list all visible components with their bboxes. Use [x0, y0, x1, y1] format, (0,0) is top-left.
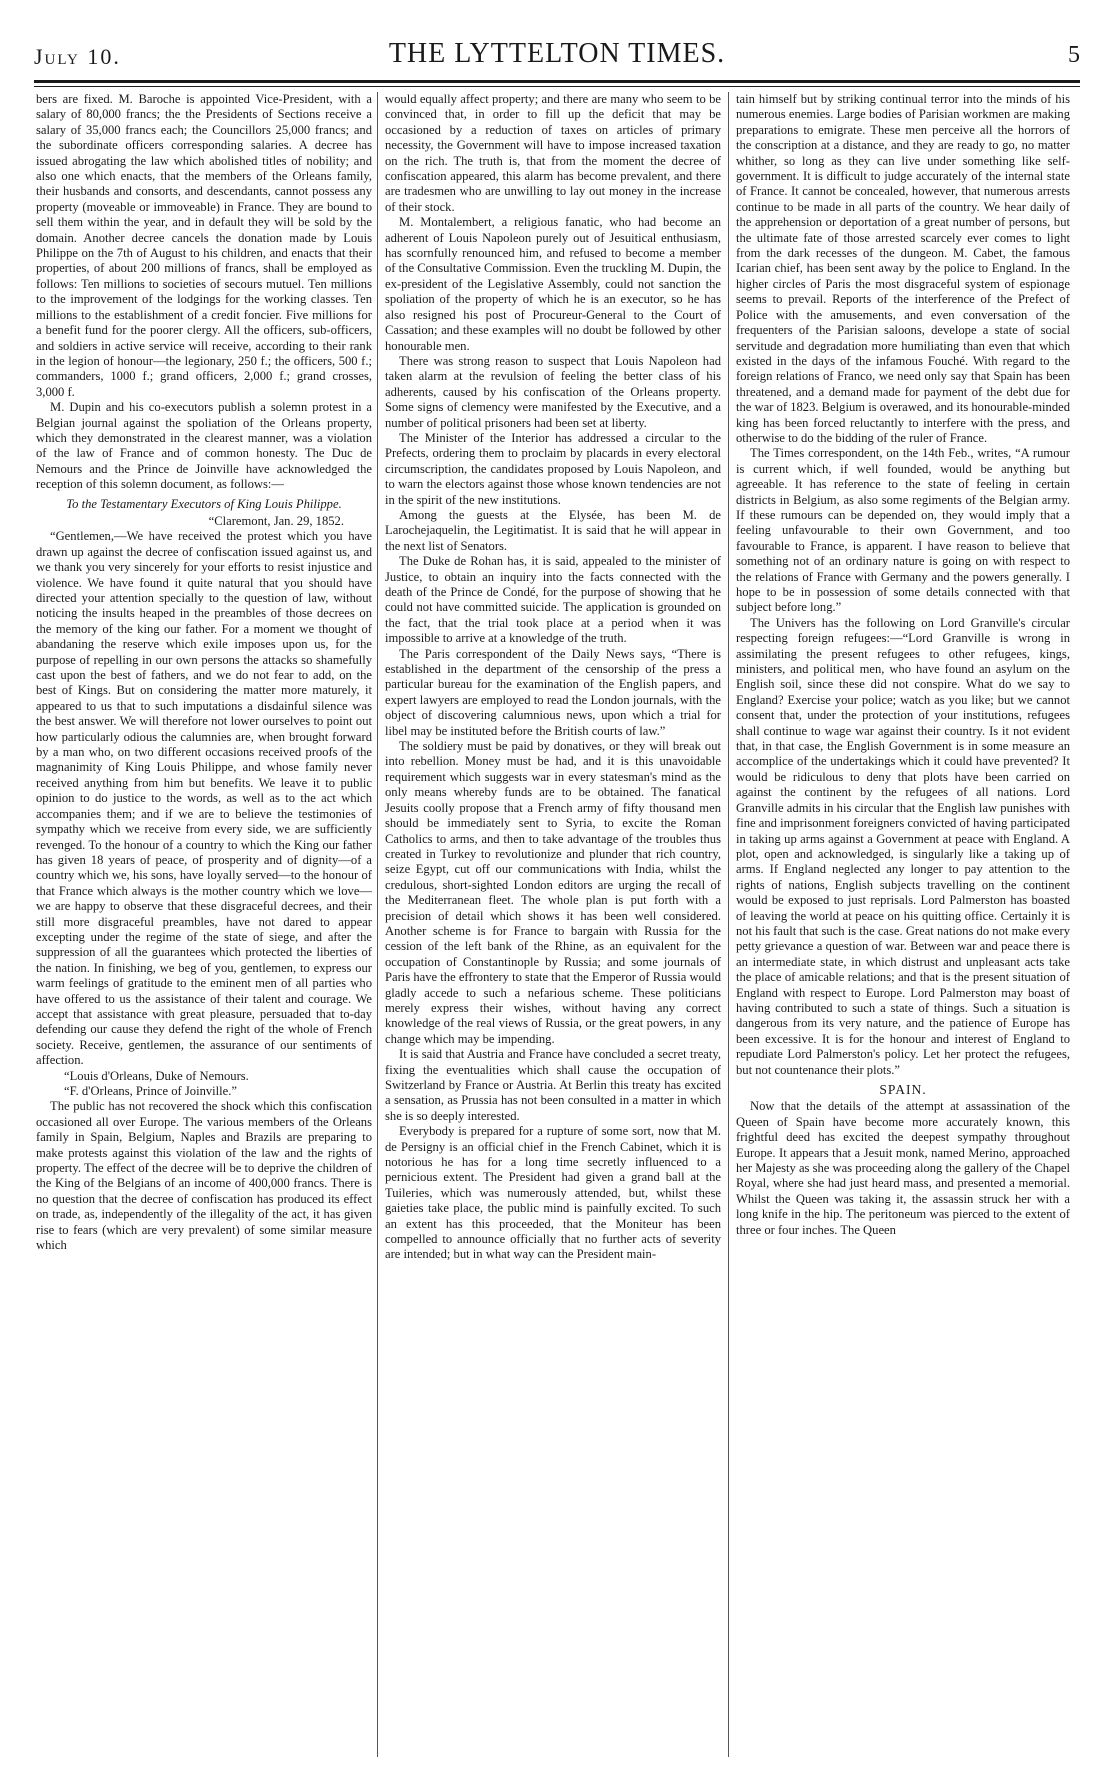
- article-paragraph: The Times correspondent, on the 14th Feb., writes, “A rumour is current which, if well founded, would be anything but agreeable. It has reference to the state of feeling in certain districts in Belgium, as also some regiments of the Belgian army. If these rumours can be depended on, they would imply that a feeling unfavourable to their own Government, and too favourable to France, is apparent. I have reason to believe that something not of an ordinary nature is going on with respect to the relations of France with Germany and the powers generally. I hope to be in possession of some details connected with that subject before long.”: [736, 446, 1070, 615]
- article-paragraph: Now that the details of the attempt at assassination of the Queen of Spain have become more accurately known, this frightful deed has excited the deepest sympathy throughout Europe. It appears that a Jesuit monk, named Merino, approached her Majesty as she was proceeding along the gallery of the Chapel Royal, where she had just heard mass, and presented a memorial. Whilst the Queen was taking it, the assassin struck her with a long knife in the hip. The peritoneum was pierced to the extent of three or four inches. The Queen: [736, 1099, 1070, 1237]
- section-heading-spain: SPAIN.: [879, 1082, 927, 1097]
- masthead-rule-thin: [34, 86, 1080, 87]
- letter-dateline: “Claremont, Jan. 29, 1852.: [208, 513, 344, 528]
- newspaper-title: THE LYTTELTON TIMES.: [388, 38, 726, 69]
- article-paragraph: The soldiery must be paid by donatives, or they will break out into rebellion. Money must be had, and it is this unavoidable requirement which suggests war in every statesman's mind as the only means whereby funds are to be obtained. The fanatical Jesuits coolly propose that a French army of fifty thousand men should be immediately sent to Syria, to excite the Roman Catholics to arms, and then to take advantage of the troubles thus created in Turkey to revolutionize and plunder that rich country, seize Egypt, cut off our communications with India, whilst the credulous, short-sighted London editors are urging the recall of the Mediterranean fleet. The whole plan is put forth with a precision of detail which shows it has been well considered. Another scheme is for France to bargain with Russia for the cession of the left bank of the Rhine, as an equivalent for the occupation of Constantinople by Russia; and some journals of Paris have the effrontery to state that the Emperor of Russia would gladly accede to such a nefarious scheme. These politicians merely express their wishes, without having any correct knowledge of the real views of Russia, or the great powers, in any change which may be impending.: [385, 739, 721, 1046]
- article-paragraph: There was strong reason to suspect that Louis Napoleon had taken alarm at the revulsion of feeling the better class of his adherents, caused by his confiscation of the Orleans property. Some signs of clemency were manifested by the Executive, and a number of political prisoners had been set at liberty.: [385, 353, 721, 430]
- article-paragraph: would equally affect property; and there are many who seem to be convinced that, in order to fill up the deficit that may be occasioned by a reduction of taxes on articles of primary necessity, the Government will have to impose increased taxation on the rich. The truth is, that from the moment the decree of confiscation appeared, this alarm has become prevalent, and there are tradesmen who are unwilling to lay out money in the increase of their stock.: [385, 92, 721, 214]
- article-paragraph: tain himself but by striking continual terror into the minds of his numerous enemies. Large bodies of Parisian workmen are making preparations to emigrate. These men perceive all the horrors of the conscription at a distance, and they are ready to go, no matter whither, so long as they can live under something like self-government. It is difficult to judge accurately of the internal state of France. It cannot be concealed, however, that numerous arrests continue to be made in all parts of the country. We hear daily of the apprehension or deportation of a great number of persons, but the ultimate fate of those arrested scarcely ever comes to light from the dark recesses of the dungeon. M. Cabet, the famous Icarian chief, has been sent away by the police to England. In the higher circles of Paris the most disgraceful system of espionage seems to prevail. Reports of the interference of the Prefect of Police with the amusements, and even conversation of the frequenters of the Parisian saloons, develope a state of social servitude and degradation more humiliating than even that which existed in the days of the infamous Fouché. With regard to the foreign relations of Franco, we need only say that Spain has been threatened, and a demand made for payment of the debt due for the war of 1823. Belgium is overawed, and its honourable-minded king has been forced reluctantly to interfere with the press, and otherwise to do the bidding of the ruler of France.: [736, 92, 1070, 445]
- article-paragraph: M. Montalembert, a religious fanatic, who had become an adherent of Louis Napoleon purely out of Jesuitical enthusiasm, has scornfully renounced him, and refused to become a member of the Consultative Commission. Even the truckling M. Dupin, the ex-president of the Legislative Assembly, could not sanction the spoliation of the property of which he is an executor, so he has also resigned his post of Procureur-General to the Court of Cassation; and these examples will no doubt be followed by other honourable men.: [385, 215, 721, 353]
- letter-signature: “Louis d'Orleans, Duke of Nemours.: [64, 1068, 249, 1083]
- article-paragraph: It is said that Austria and France have concluded a secret treaty, fixing the eventualities which shall cause the occupation of Switzerland by France or Austria. At Berlin this treaty has excited a sensation, as Prussia has not been consulted in a matter in which she is so deeply interested.: [385, 1047, 721, 1123]
- column-2: [385, 92, 721, 1757]
- article-paragraph: The Minister of the Interior has addressed a circular to the Prefects, ordering them to proclaim by placards in every electoral circumscription, the candidates proposed by Louis Napoleon, and to warn the electors against those whose known tendencies are not in the spirit of the new institutions.: [385, 430, 721, 507]
- article-paragraph: Everybody is prepared for a rupture of some sort, now that M. de Persigny is an official chief in the French Cabinet, which it is notorious he has for a long time secretly influenced to a pernicious extent. The President had given a grand ball at the Tuileries, which was numerously attended, but, whilst these gaieties take place, the public mind is painfully excited. To such an extent has this proceeded, that the Moniteur has been compelled to announce officially that no further acts of severity are intended; but in what way can the President main-: [385, 1124, 721, 1262]
- column-1: [36, 92, 372, 1757]
- page-number: 5: [1068, 42, 1080, 68]
- article-paragraph: Among the guests at the Elysée, has been M. de Larochejaquelin, the Legitimatist. It is said that he will appear in the next list of Senators.: [385, 507, 721, 553]
- article-paragraph: The Duke de Rohan has, it is said, appealed to the minister of Justice, to obtain an inquiry into the facts connected with the death of the Prince de Condé, for the purpose of showing that he could not have committed suicide. The application is grounded on the fact, that the trial took place at a period when it was impossible to arrive at a knowledge of the truth.: [385, 554, 721, 646]
- letter-signature: “F. d'Orleans, Prince of Joinville.”: [64, 1084, 237, 1098]
- column-3: [736, 92, 1070, 1757]
- article-paragraph: bers are fixed. M. Baroche is appointed Vice-President, with a salary of 80,000 francs; the the Presidents of Sections receive a salary of 35,000 francs each; the Councillors 25,000 francs; and the subordinate officers corresponding salaries. A decree has issued abrogating the law which abolished titles of nobility; and also one which enacts, that the members of the Orleans family, their husbands and consorts, and descendants, cannot possess any property (moveable or immoveable) in France. They are bound to sell them within the year, and in default they will be sold by the domain. Another decree cancels the donation made by Louis Philippe on the 7th of August to his children, and enacts that their properties, of about 200 millions of francs, shall be employed as follows: Ten millions to societies of secours mutuel. Ten millions to the improvement of the lodgings for the working classes. Ten millions to the establishment of a credit foncier. Five millions for a benefit fund for the poorer clergy. All the officers, sub-officers, and soldiers in active service will receive, according to their rank in the legion of honour—the legionary, 250 f.; the officers, 500 f.; commanders, 1000 f.; grand officers, 2,000 f.; grand crosses, 3,000 f.: [36, 92, 372, 399]
- masthead: [34, 34, 1080, 74]
- article-paragraph: The public has not recovered the shock which this confiscation occasioned all over Europe. The various members of the Orleans family in Spain, Belgium, Naples and Brazils are preparing to make protests against this violation of the law and the rights of property. The effect of the decree will be to deprive the children of the King of the Belgians of an income of 400,000 francs. There is no question that the decree of confiscation has produced its effect on trade, as, independently of the illegality of the act, it has given rise to fears (which are very prevalent) of some similar measure which: [36, 1099, 372, 1253]
- masthead-rule-thick: [34, 80, 1080, 83]
- column-divider: [377, 92, 378, 1757]
- issue-date: July 10.: [34, 44, 121, 69]
- letter-heading: To the Testamentary Executors of King Louis Philippe.: [66, 496, 342, 511]
- column-divider: [728, 92, 729, 1757]
- article-paragraph: M. Dupin and his co-executors publish a solemn protest in a Belgian journal against the spoliation of the Orleans property, which they demonstrated in the clearest manner, was a violation of the law of France and of common honesty. The Duc de Nemours and the Prince de Joinville have acknowledged the reception of this solemn document, as follows:—: [36, 400, 372, 492]
- article-paragraph: The Univers has the following on Lord Granville's circular respecting foreign refugees:—“Lord Granville is wrong in assimilating the present refugees to other refugees, kings, ministers, and political men, who have found an asylum on the English soil, since these did not conspire. What do we say to England? Exercise your police; watch as you like; but we cannot consent that, under the protection of your institutions, refugees shall continue to wage war against their country. Is it not evident that, in that case, the English Government is in some measure an accomplice of the undertakings which it could have prevented? It would be ridiculous to deny that plots have been carried on against the continent by the refugees of all nations. Lord Granville admits in his circular that the English law punishes with fine and imprisonment foreigners convicted of having participated in taking up arms against a Government at peace with England. A plot, open and acknowledged, is singularly like a taking up of arms. If England neglected any longer to pay attention to the rights of nations, English subjects travelling on the continent would be exposed to just reprisals. Lord Palmerston has boasted of leaving the world at peace on his quitting office. Certainly it is not his fault that such is the case. Great nations do not make every petty grievance a question of war. Between war and peace there is an intermediate state, in which distrust and unpleasant acts take the place of amicable relations; and that is the present situation of England with respect to Europe. Lord Palmerston may boast of having contributed to such a state of things. Such a situation is dangerous from its very nature, and the patience of Europe has been excessive. It is for the honour and interest of England to repudiate Lord Palmerston's policy. Let her protect the refugees, but not countenance their plots.”: [736, 615, 1070, 1077]
- letter-body: “Gentlemen,—We have received the protest which you have drawn up against the decree of confiscation issued against us, and we thank you very sincerely for your efforts to resist injustice and violence. We have found it quite natural that you should have directed your attention specially to the question of law, without noticing the insults heaped in the preambles of those decrees on the memory of the king our father. For a moment we thought of abandaning the reserve which exile imposes upon us, for the purpose of repelling in our own persons the attacks so shamefully cast upon the best of fathers, and we do not fear to add, on the best of Kings. But on considering the matter more maturely, it appeared to us that to such imputations a disdainful silence was the best answer. We will therefore not lower ourselves to point out how particularly odious the calumnies are, when brought forward by a man who, on two different occasions received proofs of the magnanimity of King Louis Philippe, and whose family never received anything from him but benefits. We leave it to public opinion to do justice to the words, as well as to the act which accompanies them; and if we are to believe the testimonies of sympathy which we receive from every side, we are sufficiently revenged. To the honour of a country to which the King our father has given 18 years of peace, of prosperity and of dignity—of a country which we, his sons, have loyally served—to the honour of that France which always is the mother country which we love—we are happy to observe that these disgraceful decrees, and their still more disgraceful preambles, have not dared to appear excepting under the regime of the state of siege, and after the suppression of all the guarantees which protected the liberties of the nation. In finishing, we beg of you, gentlemen, to express our warm feelings of gratitude to the eminent men of all parties who have offered to us the assistance of their talent and courage. We accept that assistance with great pleasure, persuaded that to-day defending our cause they defend the right of the whole of French society. Receive, gentlemen, the assurance of our sentiments of affection.: [36, 529, 372, 1068]
- article-paragraph: The Paris correspondent of the Daily News says, “There is established in the department of the censorship of the press a particular bureau for the examination of the English papers, and expert lawyers are employed to read the London journals, with the object of discovering calumnious news, upon which a trial for libel may be instituted before the British courts of law.”: [385, 646, 721, 738]
